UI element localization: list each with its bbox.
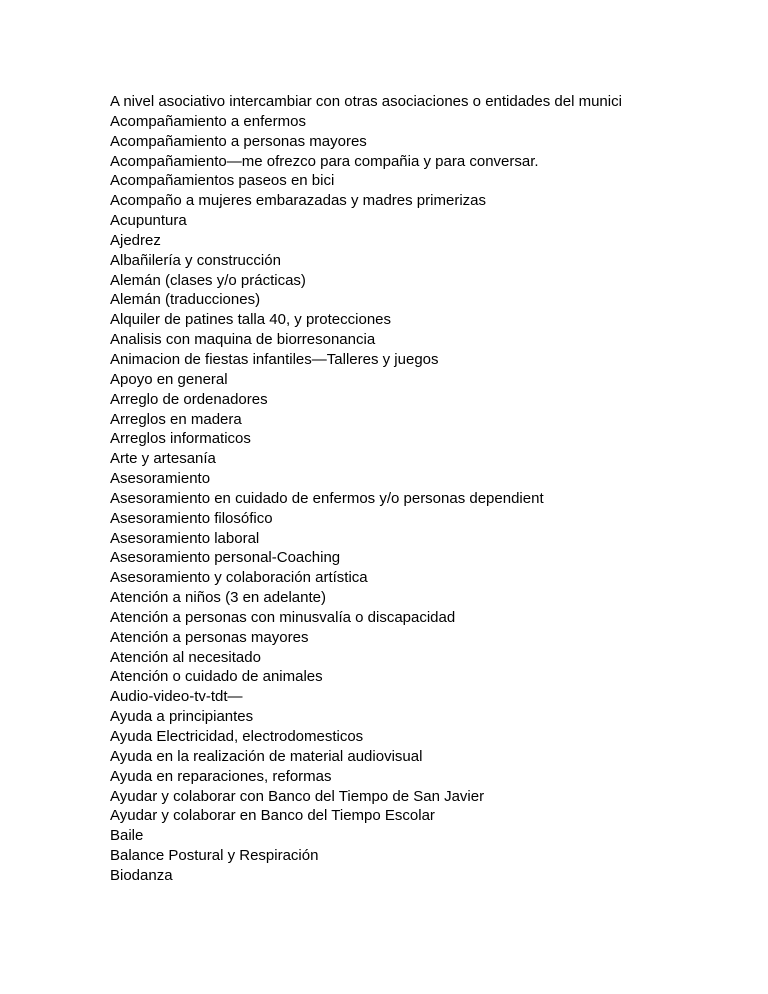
list-item: Biodanza xyxy=(110,866,173,884)
list-item: Atención a personas con minusvalía o discapacidad xyxy=(110,608,456,626)
list-item: Baile xyxy=(110,827,144,845)
list-item: Ayuda en la realización de material audiovisual xyxy=(110,747,423,765)
list-item: Asesoramiento laboral xyxy=(110,529,260,547)
list-item: Alemán (traducciones) xyxy=(110,291,261,309)
list-item: Acompaño a mujeres embarazadas y madres primerizas xyxy=(110,192,486,210)
list-item: Asesoramiento xyxy=(110,470,211,488)
list-item: Asesoramiento en cuidado de enfermos y/o personas dependient xyxy=(110,489,544,507)
list-item: Ayudar y colaborar en Banco del Tiempo Escolar xyxy=(110,807,435,825)
list-item: Atención a niños (3 en adelante) xyxy=(110,589,326,607)
list-item: Acompañamiento a enfermos xyxy=(110,112,306,130)
list-item: Balance Postural y Respiración xyxy=(110,847,319,865)
list-item: Acompañamiento—me ofrezco para compañia y para conversar. xyxy=(110,152,539,170)
list-item: Atención a personas mayores xyxy=(110,628,309,646)
list-item: A nivel asociativo intercambiar con otras asociaciones o entidades del munici xyxy=(110,93,622,110)
list-item: Arreglo de ordenadores xyxy=(110,390,268,408)
list-item: Atención o cuidado de animales xyxy=(110,668,323,686)
list-item: Arreglos informaticos xyxy=(110,430,251,448)
list-item: Ayuda Electricidad, electrodomesticos xyxy=(110,728,364,745)
list-item: Alemán (clases y/o prácticas) xyxy=(110,271,306,289)
list-item: Animacion de fiestas infantiles—Talleres y juegos xyxy=(110,350,439,368)
list-item: Atención al necesitado xyxy=(110,648,261,666)
list-item: Arte y artesanía xyxy=(110,450,216,468)
list-item: Ajedrez xyxy=(110,231,161,249)
list-item: Alquiler de patines talla 40, y protecciones xyxy=(110,311,392,329)
list-item: Analisis con maquina de biorresonancia xyxy=(110,331,376,349)
list-item: Acompañamiento a personas mayores xyxy=(110,132,367,150)
list-item: Arreglos en madera xyxy=(110,410,242,428)
list-item: Albañilería y construcción xyxy=(110,251,281,269)
list-item: Acompañamientos paseos en bici xyxy=(110,172,335,190)
list-item: Ayudar y colaborar con Banco del Tiempo de San Javier xyxy=(110,787,485,805)
list-item: Ayuda en reparaciones, reformas xyxy=(110,767,332,785)
service-list xyxy=(110,92,667,886)
list-item: Asesoramiento filosófico xyxy=(110,509,273,527)
list-item: Asesoramiento y colaboración artística xyxy=(110,569,368,587)
list-item: Audio-video-tv-tdt— xyxy=(110,688,243,706)
list-item: Asesoramiento personal-Coaching xyxy=(110,549,341,567)
list-item: Ayuda a principiantes xyxy=(110,708,254,726)
list-item: Apoyo en general xyxy=(110,370,228,388)
list-item: Acupuntura xyxy=(110,212,187,230)
